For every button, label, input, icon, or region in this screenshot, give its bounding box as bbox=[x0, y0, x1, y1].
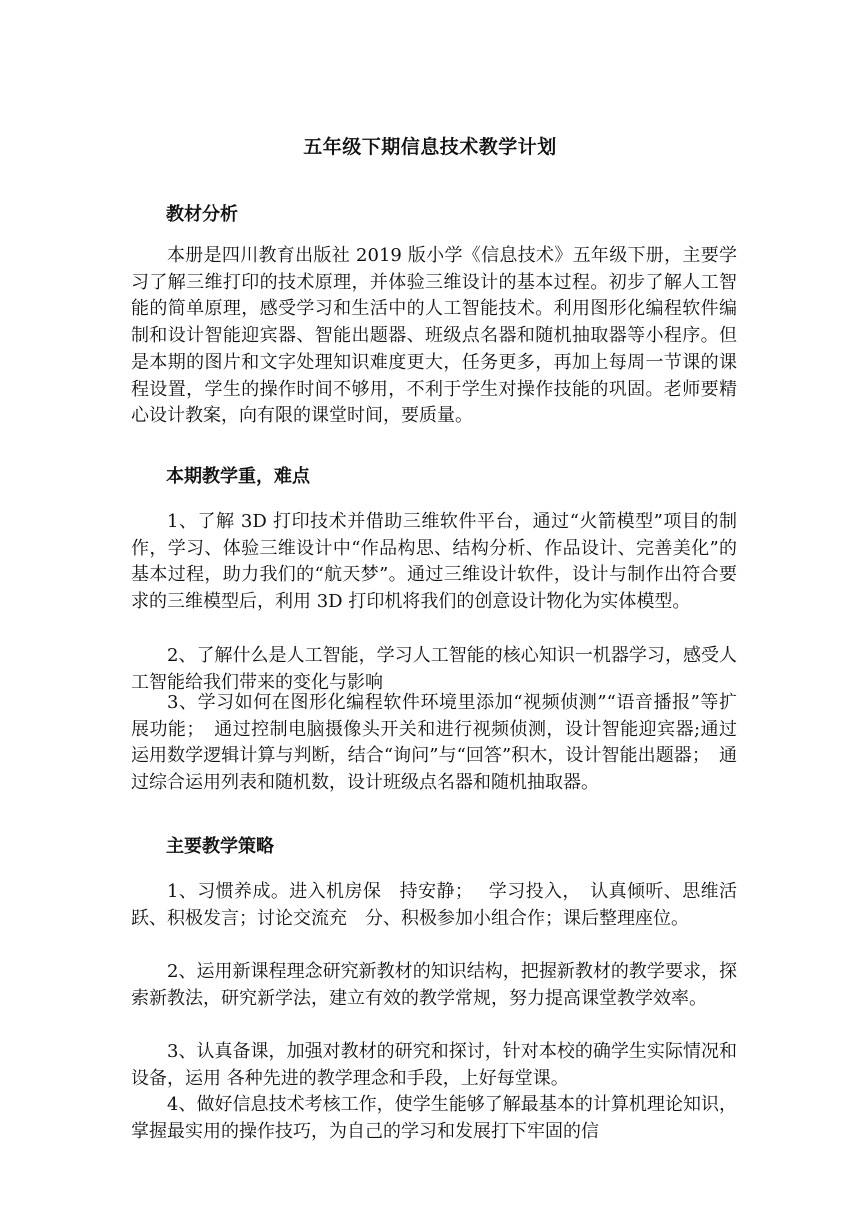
paragraph-strategy-4: 4、做好信息技术考核工作，使学生能够了解最基本的计算机理论知识，掌握最实用的操作技巧，为自己的学习和发展打下牢固的信 bbox=[131, 1094, 737, 1142]
paragraph-strategy-1: 1、习惯养成。进入机房保 持安静； 学习投入， 认真倾听、思维活跃、积极发言；讨论交流充 分、积极参加小组合作；课后整理座位。 bbox=[131, 881, 737, 929]
paragraph-key-point-3: 3、学习如何在图形化编程软件环境里添加“视频侦测”“语音播报”等扩展功能； 通过控制电脑摄像头开关和进行视频侦测，设计智能迎宾器;通过运用数学逻辑计算与判断，结合“询问”与“回答”积木，设计智能出题器； 通过综合运用列表和随机数，设计班级点名器和随机抽取器。 bbox=[131, 692, 737, 794]
paragraph-strategy-3: 3、认真备课，加强对教材的研究和探讨，针对本校的确学生实际情况和设备，运用 各种先进的教学理念和手段，上好每堂课。 bbox=[131, 1041, 737, 1089]
paragraph-strategy-2: 2、运用新课程理念研究新教材的知识结构，把握新教材的教学要求，探索新教法，研究新学法，建立有效的教学常规，努力提高课堂教学效率。 bbox=[131, 961, 737, 1009]
section-heading-strategies: 主要教学策略 bbox=[166, 836, 274, 857]
section-heading-key-points: 本期教学重，难点 bbox=[166, 466, 310, 487]
document-title: 五年级下期信息技术教学计划 bbox=[303, 136, 557, 158]
paragraph-key-point-2: 2、了解什么是人工智能，学习人工智能的核心知识一机器学习，感受人工智能给我们带来的变化与影响 bbox=[131, 645, 737, 693]
paragraph-key-point-1: 1、了解 3D 打印技术并借助三维软件平台，通过“火箭模型”项目的制作，学习、体验三维设计中“作品构思、结构分析、作品设计、完善美化”的基本过程，助力我们的“航天梦”。通过三维设计软件，设计与制作出符合要求的三维模型后，利用 3D 打印机将我们的创意设计物化为实体模型。 bbox=[131, 511, 737, 613]
section-heading-textbook-analysis: 教材分析 bbox=[166, 204, 238, 225]
paragraph-textbook-analysis: 本册是四川教育出版社 2019 版小学《信息技术》五年级下册，主要学习了解三维打印的技术原理，并体验三维设计的基本过程。初步了解人工智能的简单原理，感受学习和生活中的人工智能技术。利用图形化编程软件编制和设计智能迎宾器、智能出题器、班级点名器和随机抽取器等小程序。但是本期的图片和文字处理知识难度更大，任务更多，再加上每周一节课的课程设置，学生的操作时间不够用，不利于学生对操作技能的巩固。老师要精心设计教案，向有限的课堂时间，要质量。 bbox=[131, 245, 737, 427]
